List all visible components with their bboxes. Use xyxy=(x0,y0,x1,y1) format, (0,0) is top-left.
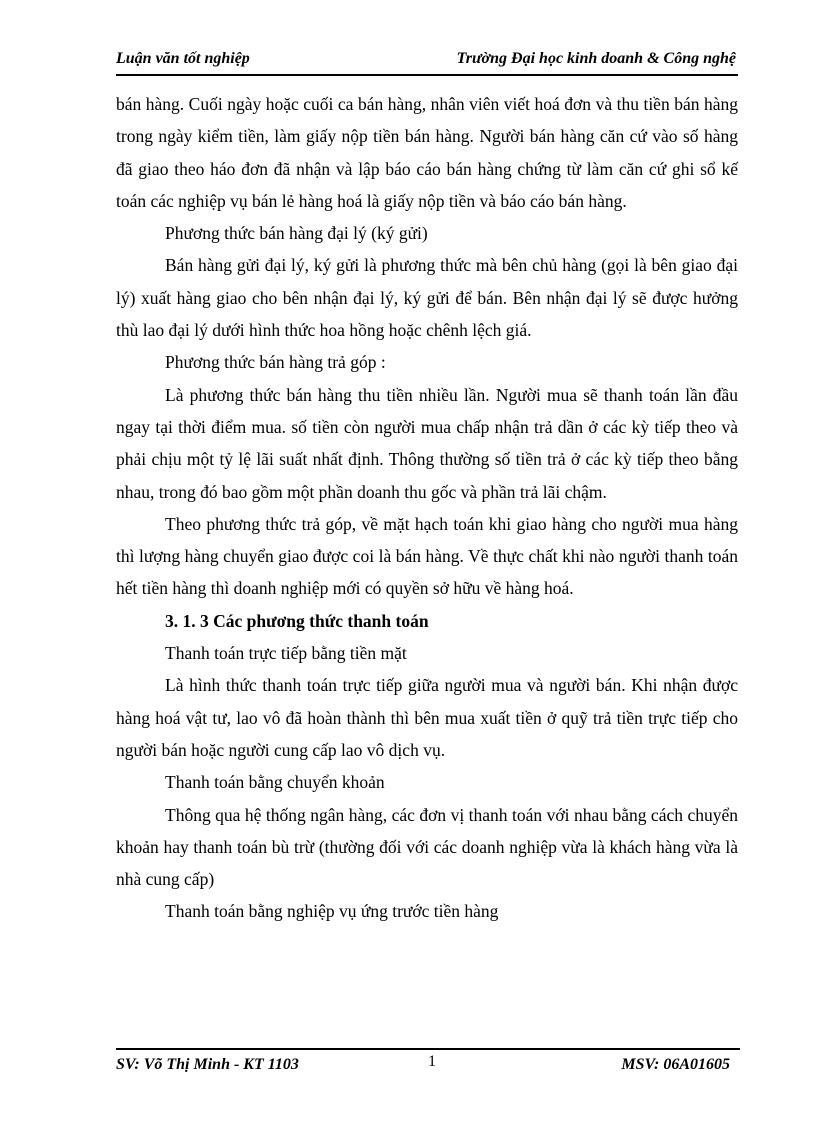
paragraph: Phương thức bán hàng trả góp : xyxy=(165,352,386,373)
page-header xyxy=(116,46,738,76)
paragraph: Theo phương thức trả góp, về mặt hạch toán khi giao hàng cho người mua hàng thì lượng hàng chuyển giao được coi là bán hàng. Về thực chất khi nào người thanh toán hết tiền hàng thì doanh nghiệp mới có quyền sở hữu về hàng hoá. xyxy=(116,513,738,599)
footer-student-name: SV: Võ Thị Minh - KT 1103 xyxy=(116,1056,299,1073)
paragraph: Bán hàng gửi đại lý, ký gửi là phương thức mà bên chủ hàng (gọi là bên giao đại lý) xuất hàng giao cho bên nhận đại lý, ký gửi để bán. Bên nhận đại lý sẽ được hưởng thù lao đại lý dưới hình thức hoa hồng hoặc chênh lệch giá. xyxy=(116,255,738,341)
paragraph: Thanh toán trực tiếp bằng tiền mặt xyxy=(165,643,407,664)
header-thesis-title: Luận văn tốt nghiệp xyxy=(116,50,250,67)
footer-student-id: MSV: 06A01605 xyxy=(621,1056,730,1073)
header-university-name: Trường Đại học kinh doanh & Công nghệ xyxy=(456,50,736,67)
paragraph: Thông qua hệ thống ngân hàng, các đơn vị thanh toán với nhau bằng cách chuyển khoản hay thanh toán bù trừ (thường đối với các doanh nghiệp vừa là khách hàng vừa là nhà cung cấp) xyxy=(116,804,738,890)
section-heading: 3. 1. 3 Các phương thức thanh toán xyxy=(165,610,429,631)
paragraph: Là phương thức bán hàng thu tiền nhiều lần. Người mua sẽ thanh toán lần đầu ngay tại thời điểm mua. số tiền còn người mua chấp nhận trả dần ở các kỳ tiếp theo và phải chịu một tỷ lệ lãi suất nhất định. Thông thường số tiền trả ở các kỳ tiếp theo bằng nhau, trong đó bao gồm một phần doanh thu gốc và phần trả lãi chậm. xyxy=(116,384,738,502)
paragraph: bán hàng. Cuối ngày hoặc cuối ca bán hàng, nhân viên viết hoá đơn và thu tiền bán hàng trong ngày kiểm tiền, làm giấy nộp tiền bán hàng. Người bán hàng căn cứ vào số hàng đã giao theo háo đơn đã nhận và lập báo cáo bán hàng chứng từ làm căn cứ ghi sổ kế toán các nghiệp vụ bán lẻ hàng hoá là giấy nộp tiền và báo cáo bán hàng. xyxy=(116,94,738,211)
paragraph: Thanh toán bằng chuyển khoản xyxy=(165,772,385,793)
paragraph: Thanh toán bằng nghiệp vụ ứng trước tiền hàng xyxy=(165,901,499,922)
paragraph: Là hình thức thanh toán trực tiếp giữa người mua và người bán. Khi nhận được hàng hoá vật tư, lao vô đã hoàn thành thì bên mua xuất tiền ở quỹ trả tiền trực tiếp cho người bán hoặc người cung cấp lao vô dịch vụ. xyxy=(116,675,738,760)
paragraph: Phương thức bán hàng đại lý (ký gửi) xyxy=(165,223,428,244)
page-footer xyxy=(116,1048,740,1080)
page-number: 1 xyxy=(428,1053,436,1070)
page-body xyxy=(116,88,738,928)
